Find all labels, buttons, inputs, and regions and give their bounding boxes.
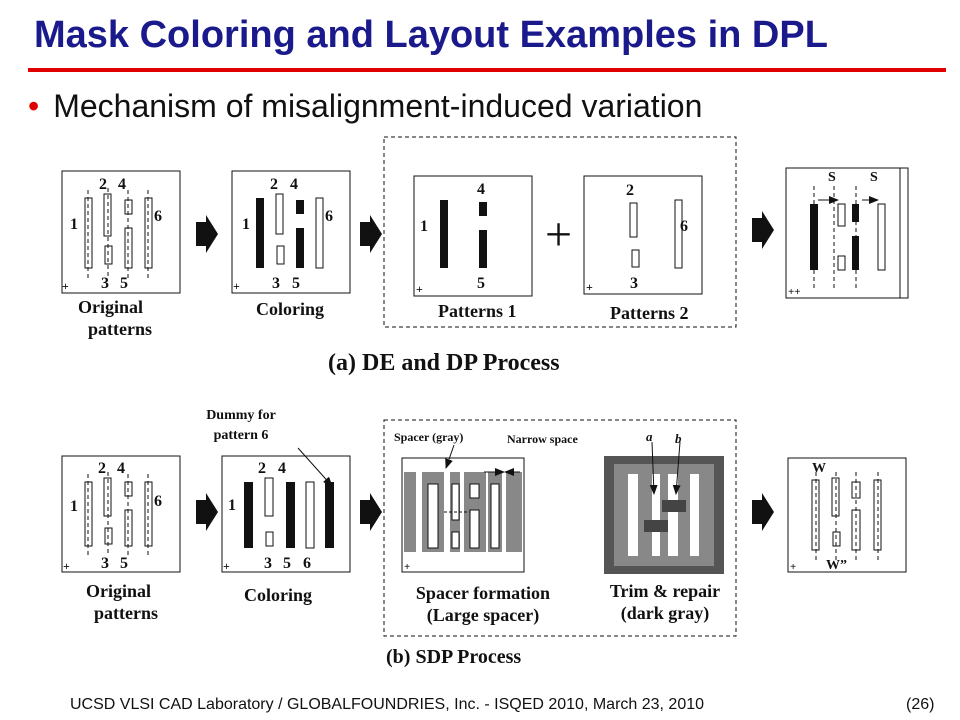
label-6: 6: [680, 218, 688, 235]
spacer-formation-panel: [402, 458, 524, 573]
label-5: 5: [120, 275, 128, 292]
trim-repair-panel: [604, 442, 724, 574]
label-4: 4: [477, 181, 485, 198]
label-1: 1: [420, 218, 428, 235]
bullet-text: Mechanism of misalignment-induced variation: [53, 88, 703, 124]
caption-original-b: [86, 580, 190, 624]
label-4: 4: [290, 176, 298, 193]
arrow-icon: [752, 211, 774, 249]
spacing-label-s2: S: [870, 170, 878, 185]
label-3: 3: [272, 275, 280, 292]
caption-coloring-b: Coloring: [244, 585, 313, 605]
arrow-icon: [360, 493, 382, 531]
label-2: 2: [270, 176, 278, 193]
label-6: 6: [303, 555, 311, 572]
caption-line: Spacer formation: [415, 583, 551, 603]
patterns-1-panel: [414, 176, 532, 296]
label-spacer-gray: Spacer (gray): [394, 430, 464, 444]
svg-text:++: ++: [788, 286, 801, 298]
width-label-w: W: [812, 461, 826, 476]
svg-text:+: +: [62, 279, 69, 293]
spacing-label-s1: S: [828, 170, 836, 185]
svg-text:+: +: [586, 280, 593, 294]
label-2: 2: [258, 460, 266, 477]
label-1: 1: [228, 497, 236, 514]
label-6: 6: [325, 208, 333, 225]
arrow-icon: [196, 215, 218, 253]
bullet-dot-icon: •: [28, 88, 40, 124]
svg-text:+: +: [233, 279, 240, 293]
caption-de-dp: (a) DE and DP Process: [328, 350, 560, 376]
label-1: 1: [70, 498, 78, 515]
caption-line: patterns: [88, 319, 152, 339]
label-3: 3: [101, 555, 109, 572]
label-2: 2: [98, 460, 106, 477]
caption-trim: [590, 580, 740, 624]
label-2: 2: [99, 176, 107, 193]
caption-dummy: [186, 406, 296, 446]
label-b: b: [675, 431, 682, 446]
page-number: (26): [906, 696, 935, 713]
caption-line: Dummy for: [206, 408, 276, 423]
plus-sign: +: [545, 208, 573, 261]
label-a: a: [646, 429, 653, 444]
label-6: 6: [154, 208, 162, 225]
svg-text:+: +: [790, 561, 797, 573]
label-3: 3: [101, 275, 109, 292]
coloring-panel-b: [222, 456, 350, 573]
arrow-icon: [196, 493, 218, 531]
patterns-2-panel: [584, 176, 702, 294]
slide-title: Mask Coloring and Layout Examples in DPL: [34, 14, 828, 56]
label-1: 1: [242, 216, 250, 233]
label-5: 5: [283, 555, 291, 572]
label-4: 4: [118, 176, 126, 193]
label-4: 4: [117, 460, 125, 477]
caption-line: (Large spacer): [426, 605, 540, 625]
caption-spacer: [388, 582, 578, 626]
caption-line: patterns: [94, 603, 158, 623]
label-5: 5: [120, 555, 128, 572]
label-5: 5: [292, 275, 300, 292]
caption-line: Original: [86, 581, 152, 601]
coloring-panel-a: [232, 171, 350, 293]
svg-text:+: +: [63, 559, 70, 573]
caption-original-a: [78, 296, 182, 340]
result-panel-b: [788, 458, 906, 573]
label-6: 6: [154, 493, 162, 510]
caption-line: Trim & repair: [609, 581, 721, 601]
label-1: 1: [70, 216, 78, 233]
width-label-w2: W”: [826, 558, 847, 573]
label-3: 3: [264, 555, 272, 572]
caption-coloring-a: Coloring: [256, 299, 325, 319]
label-5: 5: [477, 275, 485, 292]
caption-patterns-1: Patterns 1: [438, 301, 517, 321]
svg-text:+: +: [416, 282, 423, 296]
footer-text: UCSD VLSI CAD Laboratory / GLOBALFOUNDRIES, Inc. - ISQED 2010, March 23, 2010: [70, 696, 705, 713]
label-3: 3: [630, 275, 638, 292]
arrow-icon: [360, 215, 382, 253]
caption-patterns-2: Patterns 2: [610, 303, 689, 323]
svg-text:+: +: [404, 561, 411, 573]
caption-line: (dark gray): [620, 603, 710, 623]
result-panel-a: [786, 168, 908, 298]
original-patterns-panel-a: [62, 171, 180, 293]
label-2: 2: [626, 182, 634, 199]
svg-text:+: +: [223, 559, 230, 573]
caption-sdp: (b) SDP Process: [386, 646, 522, 668]
label-narrow-space: Narrow space: [507, 432, 578, 446]
caption-line: Original: [78, 297, 144, 317]
original-patterns-panel-b: [62, 456, 180, 573]
arrow-icon: [752, 493, 774, 531]
label-4: 4: [278, 460, 286, 477]
caption-line: pattern 6: [213, 428, 269, 443]
